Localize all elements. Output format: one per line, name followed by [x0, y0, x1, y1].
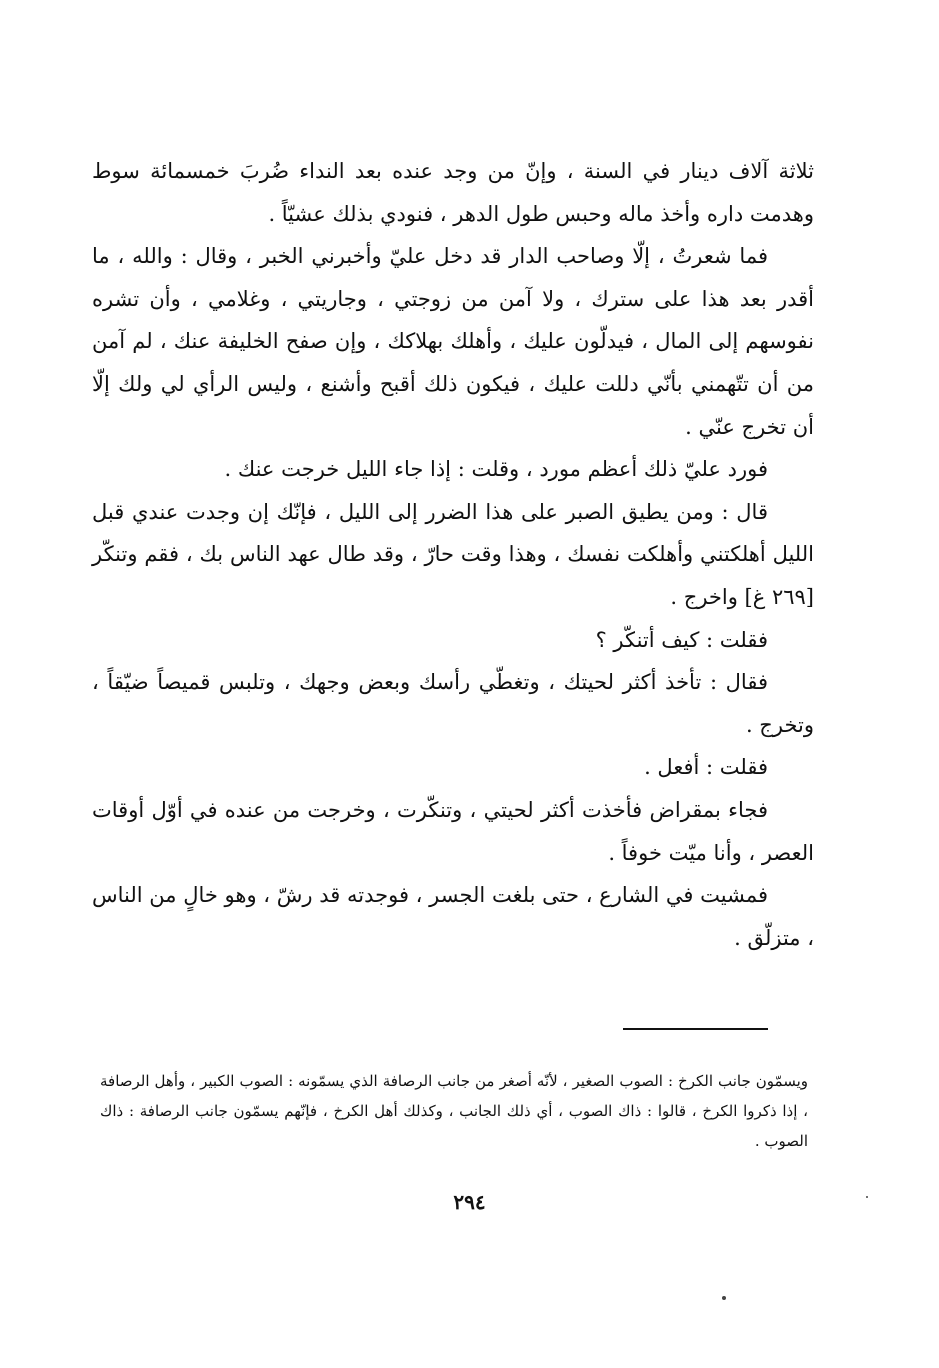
paragraph-6: فقال : تأخذ أكثر لحيتك ، وتغطّي رأسك وبعض وجهك ، وتلبس قميصاً ضيّقاً ، وتخرج . [92, 670, 814, 737]
paragraph-4: قال : ومن يطيق الصبر على هذا الضرر إلى الليل ، فإنّك إن وجدت عندي قبل الليل أهلكتني وأهلكت نفسك ، وهذا وقت حارّ ، وقد طال عهد الناس بك ، فقم وتنكّر [٢٦٩ غ] واخرج . [92, 499, 814, 609]
paragraph-7: فقلت : أفعل . [644, 755, 768, 780]
paragraph-5: فقلت : كيف أتنكّر ؟ [595, 627, 768, 652]
footnote-separator [623, 1028, 768, 1030]
paragraph-3: فورد عليّ ذلك أعظم مورد ، وقلت : إذا جاء الليل خرجت عنك . [224, 457, 768, 482]
paragraph-2: فما شعرتُ ، إلّا وصاحب الدار قد دخل عليّ وأخبرني الخبر ، وقال : والله ، ما أقدر بعد هذا على سترك ، ولا آمن من زوجتي ، وجاريتي ، وغلامي ، وأن تشره نفوسهم إلى المال ، فيدلّون عليك ، وأهلك بهلاكك ، وإن صفح الخليفة عنك ، لم آمن من أن تتّهمني بأنّي دللت عليك ، فيكون ذلك أقبح وأشنع ، وليس الرأي لي ولك إلّا أن تخرج عنّي . [92, 244, 814, 439]
scan-speck [722, 1296, 726, 1300]
paragraph-9: فمشيت في الشارع ، حتى بلغت الجسر ، فوجدته قد رشّ ، وهو خالٍ من الناس ، متزلّق . [92, 883, 814, 950]
page-number: ٢٩٤ [453, 1190, 486, 1214]
main-text [92, 150, 814, 959]
footnote-text: ويسمّون جانب الكرخ : الصوب الصغير ، لأنّه أصغر من جانب الرصافة الذي يسمّونه : الصوب الكبير ، وأهل الرصافة ، إذا ذكروا الكرخ ، قالوا : ذاك الصوب ، أي ذلك الجانب ، وكذلك أهل الكرخ ، فإنّهم يسمّون جانب الرصافة : ذاك الصوب . [100, 1072, 808, 1150]
scan-speck [866, 1196, 868, 1198]
paragraph-8: فجاء بمقراض فأخذت أكثر لحيتي ، وتنكّرت ، وخرجت من عنده في أوّل أوقات العصر ، وأنا ميّت خوفاً . [92, 797, 814, 865]
paragraph-1: ثلاثة آلاف دينار في السنة ، وإنّ من وجد عنده بعد النداء ضُربَ خمسمائة سوط وهدمت داره وأخذ ماله وحبس طول الدهر ، فنودي بذلك عشيّاً . [92, 159, 814, 226]
